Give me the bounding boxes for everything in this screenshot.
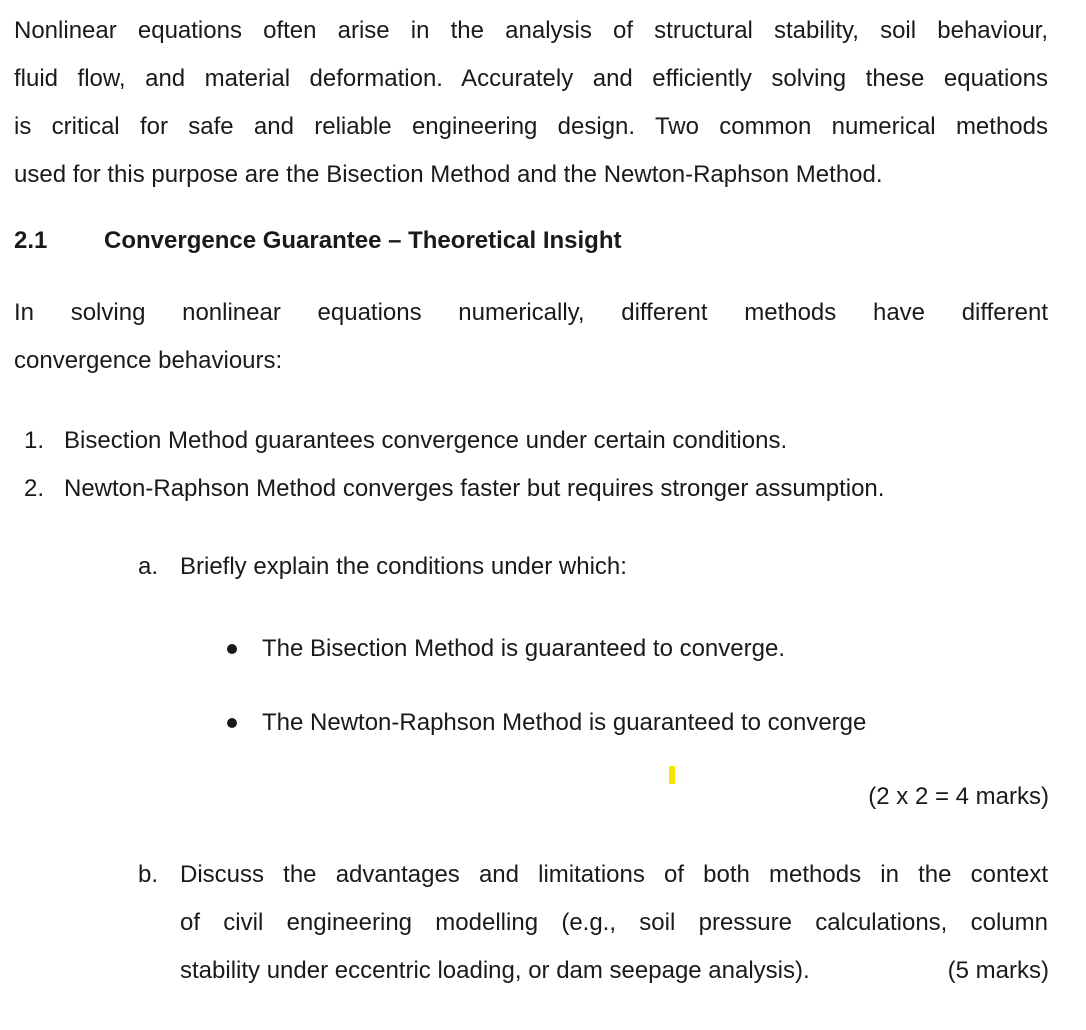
numbered-item-2: Newton-Raphson Method converges faster but requires stronger assumption. — [64, 475, 885, 502]
part-a-text: Briefly explain the conditions under which: — [180, 553, 627, 580]
bullet-icon — [227, 718, 237, 728]
intro-line-2: fluid flow, and material deformation. Accurately and efficiently solving these equations — [14, 65, 1048, 92]
part-b-marks: (5 marks) — [947, 957, 1049, 984]
part-a-marks: (2 x 2 = 4 marks) — [868, 783, 1049, 810]
intro-line-3: is critical for safe and reliable engineering design. Two common numerical methods — [14, 113, 1048, 140]
numbered-item-1: Bisection Method guarantees convergence under certain conditions. — [64, 427, 788, 454]
intro-line-4: used for this purpose are the Bisection Method and the Newton-Raphson Method. — [14, 161, 883, 188]
section-number: 2.1 — [14, 227, 48, 254]
bullet-icon — [227, 644, 237, 654]
part-b-line-1: Discuss the advantages and limitations of both methods in the context — [180, 861, 1048, 888]
part-a-bullet-2: The Newton-Raphson Method is guaranteed to converge — [262, 709, 867, 736]
numbered-marker-1: 1. — [24, 427, 45, 454]
para-line-2: convergence behaviours: — [14, 347, 283, 374]
part-b-line-3: stability under eccentric loading, or dam seepage analysis). — [180, 957, 810, 984]
para-line-1: In solving nonlinear equations numerically, different methods have different — [14, 299, 1048, 326]
part-b-line-2: of civil engineering modelling (e.g., soil pressure calculations, column — [180, 909, 1048, 936]
part-a-marker: a. — [138, 553, 159, 580]
numbered-marker-2: 2. — [24, 475, 45, 502]
intro-line-1: Nonlinear equations often arise in the analysis of structural stability, soil behaviour, — [14, 17, 1048, 44]
part-b-marker: b. — [138, 861, 159, 888]
text-cursor-highlight — [669, 766, 675, 784]
section-title: Convergence Guarantee – Theoretical Insight — [104, 227, 622, 254]
part-a-bullet-1: The Bisection Method is guaranteed to converge. — [262, 635, 785, 662]
